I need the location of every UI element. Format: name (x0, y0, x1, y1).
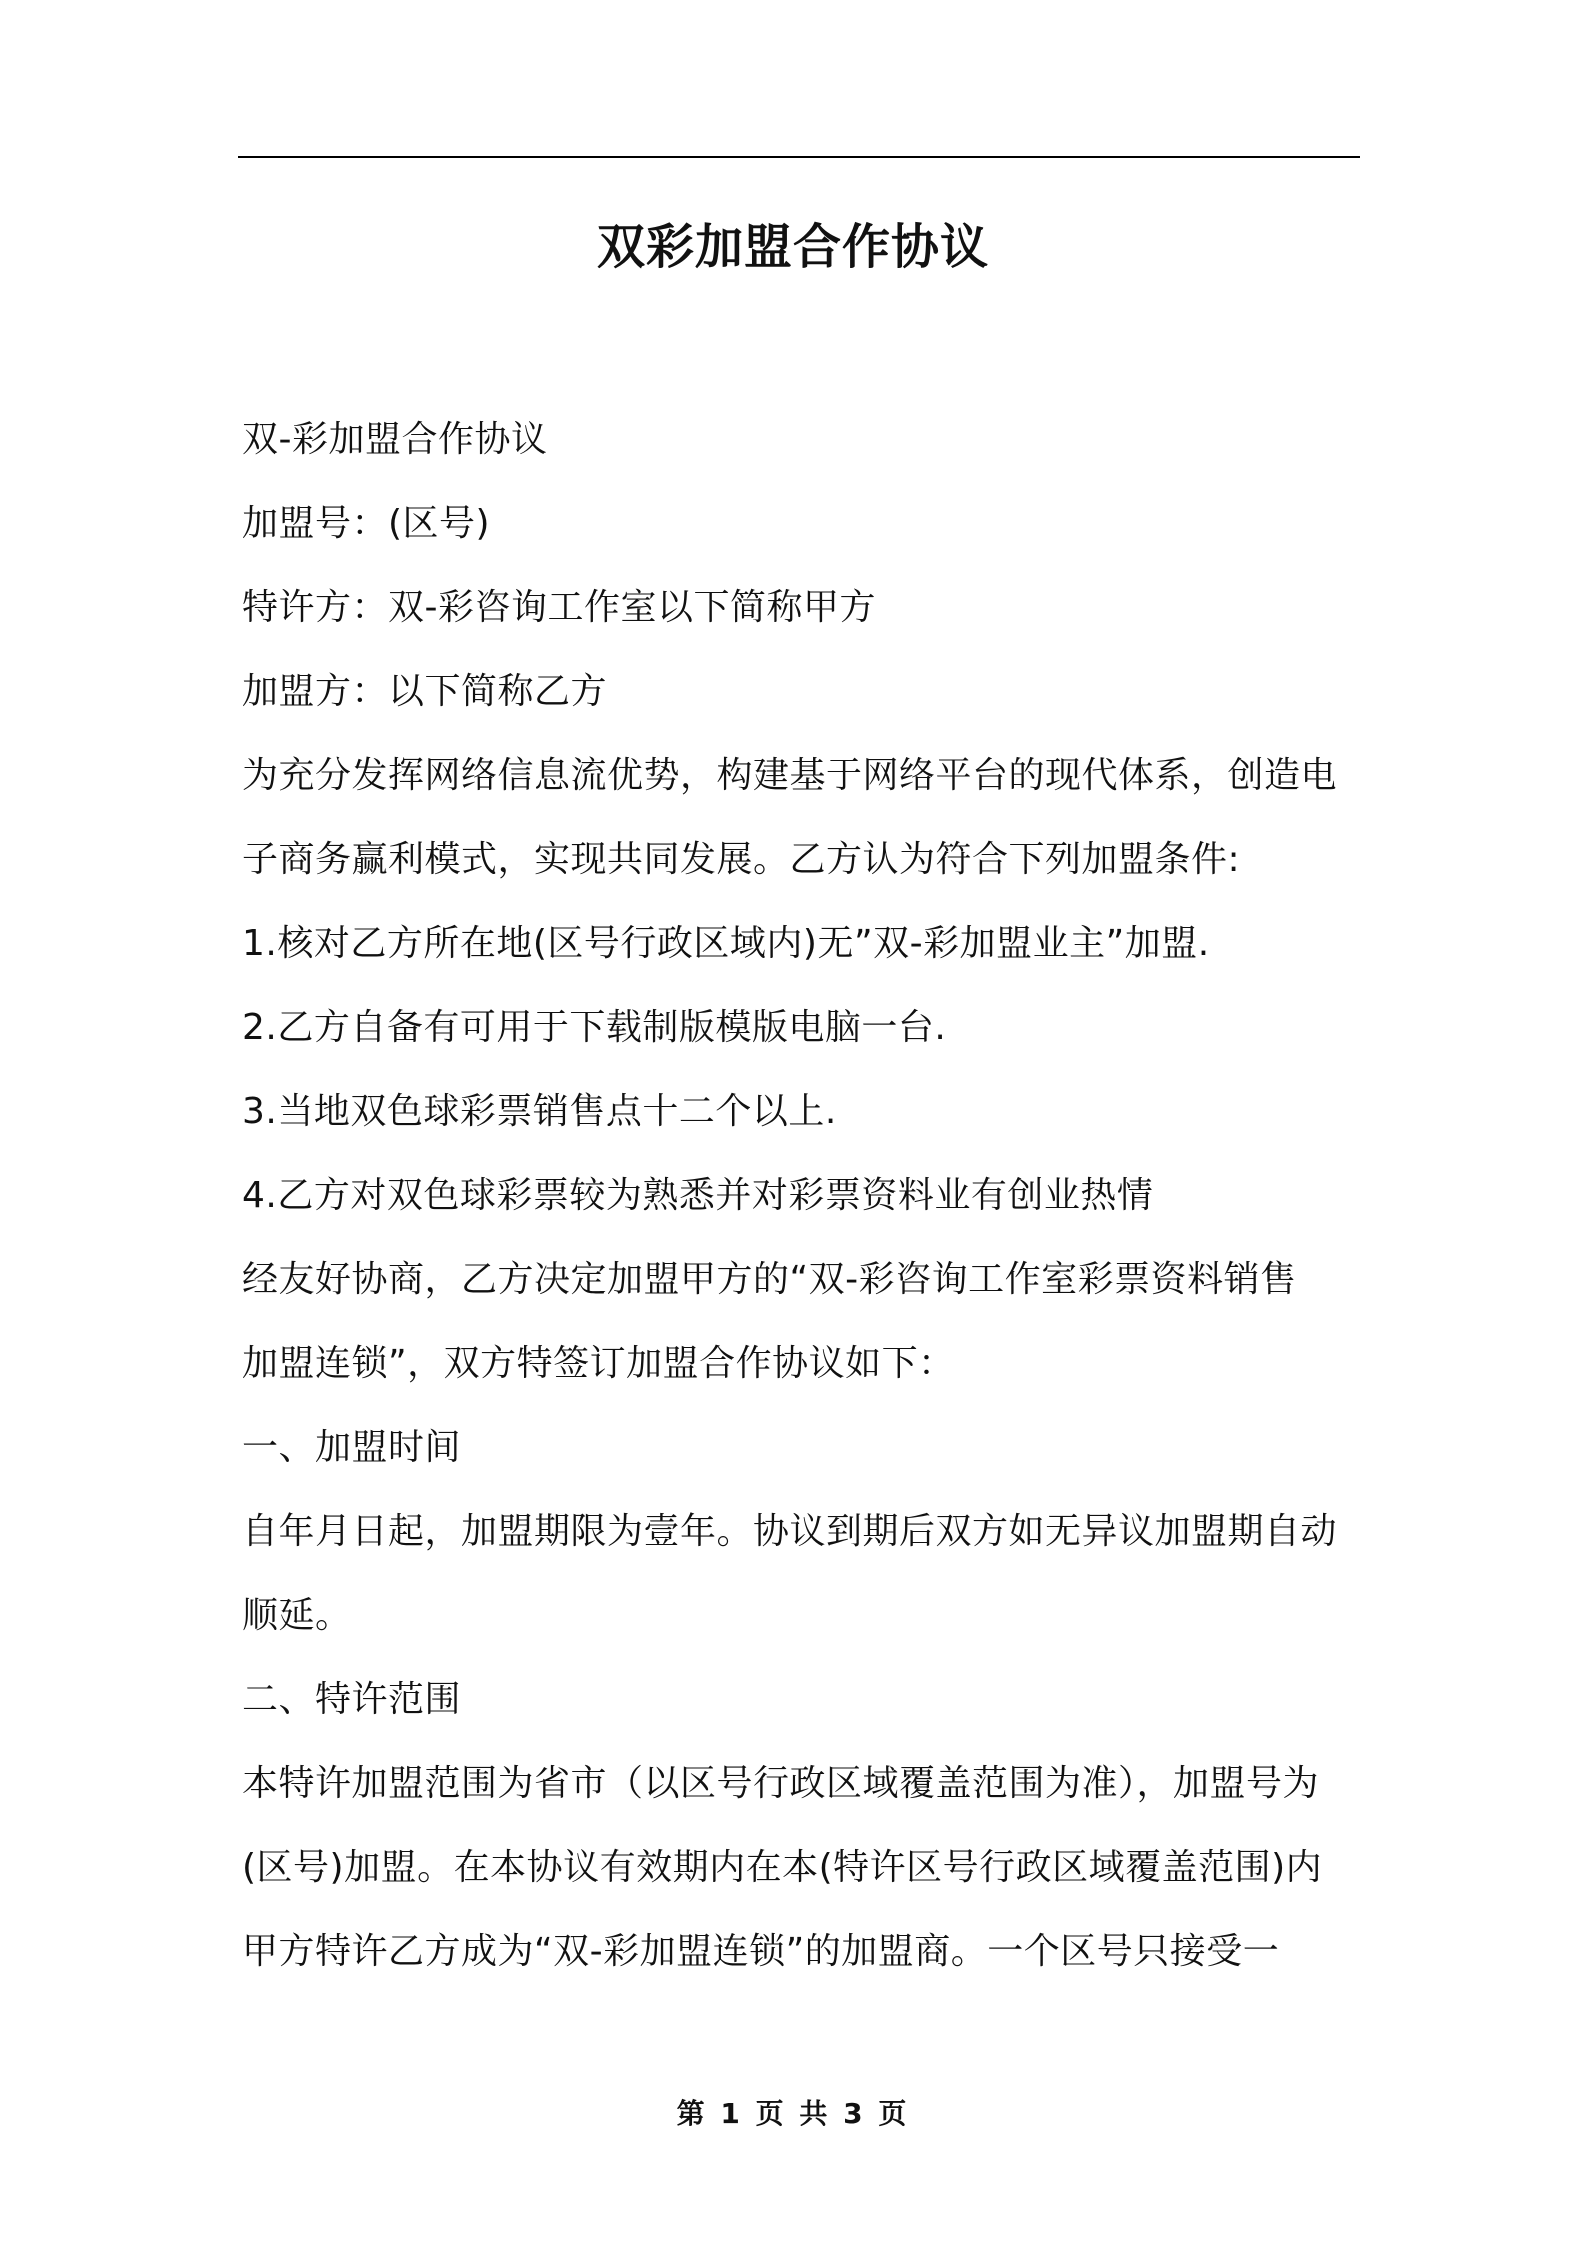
page-number: 第 1 页 共 3 页 (676, 2097, 910, 2130)
document-body (242, 398, 1358, 1994)
section-heading: 二、特许范围 (242, 1679, 462, 1720)
body-line: (区号)加盟。在本协议有效期内在本(特许区号行政区域覆盖范围)内 (242, 1847, 1323, 1888)
document-title: 双彩加盟合作协议 (596, 219, 989, 275)
body-line: 3.当地双色球彩票销售点十二个以上. (242, 1091, 837, 1132)
header-rule (238, 156, 1360, 158)
body-line: 本特许加盟范围为省市（以区号行政区域覆盖范围为准），加盟号为 (242, 1763, 1320, 1804)
body-line: 自年月日起，加盟期限为壹年。协议到期后双方如无异议加盟期自动 (242, 1511, 1338, 1552)
body-line: 双-彩加盟合作协议 (242, 419, 548, 460)
body-line: 加盟号：(区号) (242, 503, 491, 544)
body-line: 4.乙方对双色球彩票较为熟悉并对彩票资料业有创业热情 (242, 1175, 1154, 1216)
section-heading: 一、加盟时间 (242, 1427, 462, 1468)
body-line: 子商务赢利模式，实现共同发展。乙方认为符合下列加盟条件: (242, 839, 1241, 880)
body-line: 加盟方：以下简称乙方 (242, 671, 608, 712)
body-line: 1.核对乙方所在地(区号行政区域内)无”双-彩加盟业主”加盟. (242, 923, 1210, 964)
body-line: 2.乙方自备有可用于下载制版模版电脑一台. (242, 1007, 947, 1048)
body-line: 特许方：双-彩咨询工作室以下简称甲方 (242, 587, 876, 628)
body-line: 顺延。 (242, 1595, 352, 1636)
body-line: 经友好协商，乙方决定加盟甲方的“双-彩咨询工作室彩票资料销售 (242, 1259, 1297, 1300)
body-line: 甲方特许乙方成为“双-彩加盟连锁”的加盟商。一个区号只接受一 (242, 1931, 1280, 1972)
body-line: 为充分发挥网络信息流优势，构建基于网络平台的现代体系，创造电 (242, 755, 1338, 796)
body-line: 加盟连锁”，双方特签订加盟合作协议如下： (242, 1343, 955, 1384)
